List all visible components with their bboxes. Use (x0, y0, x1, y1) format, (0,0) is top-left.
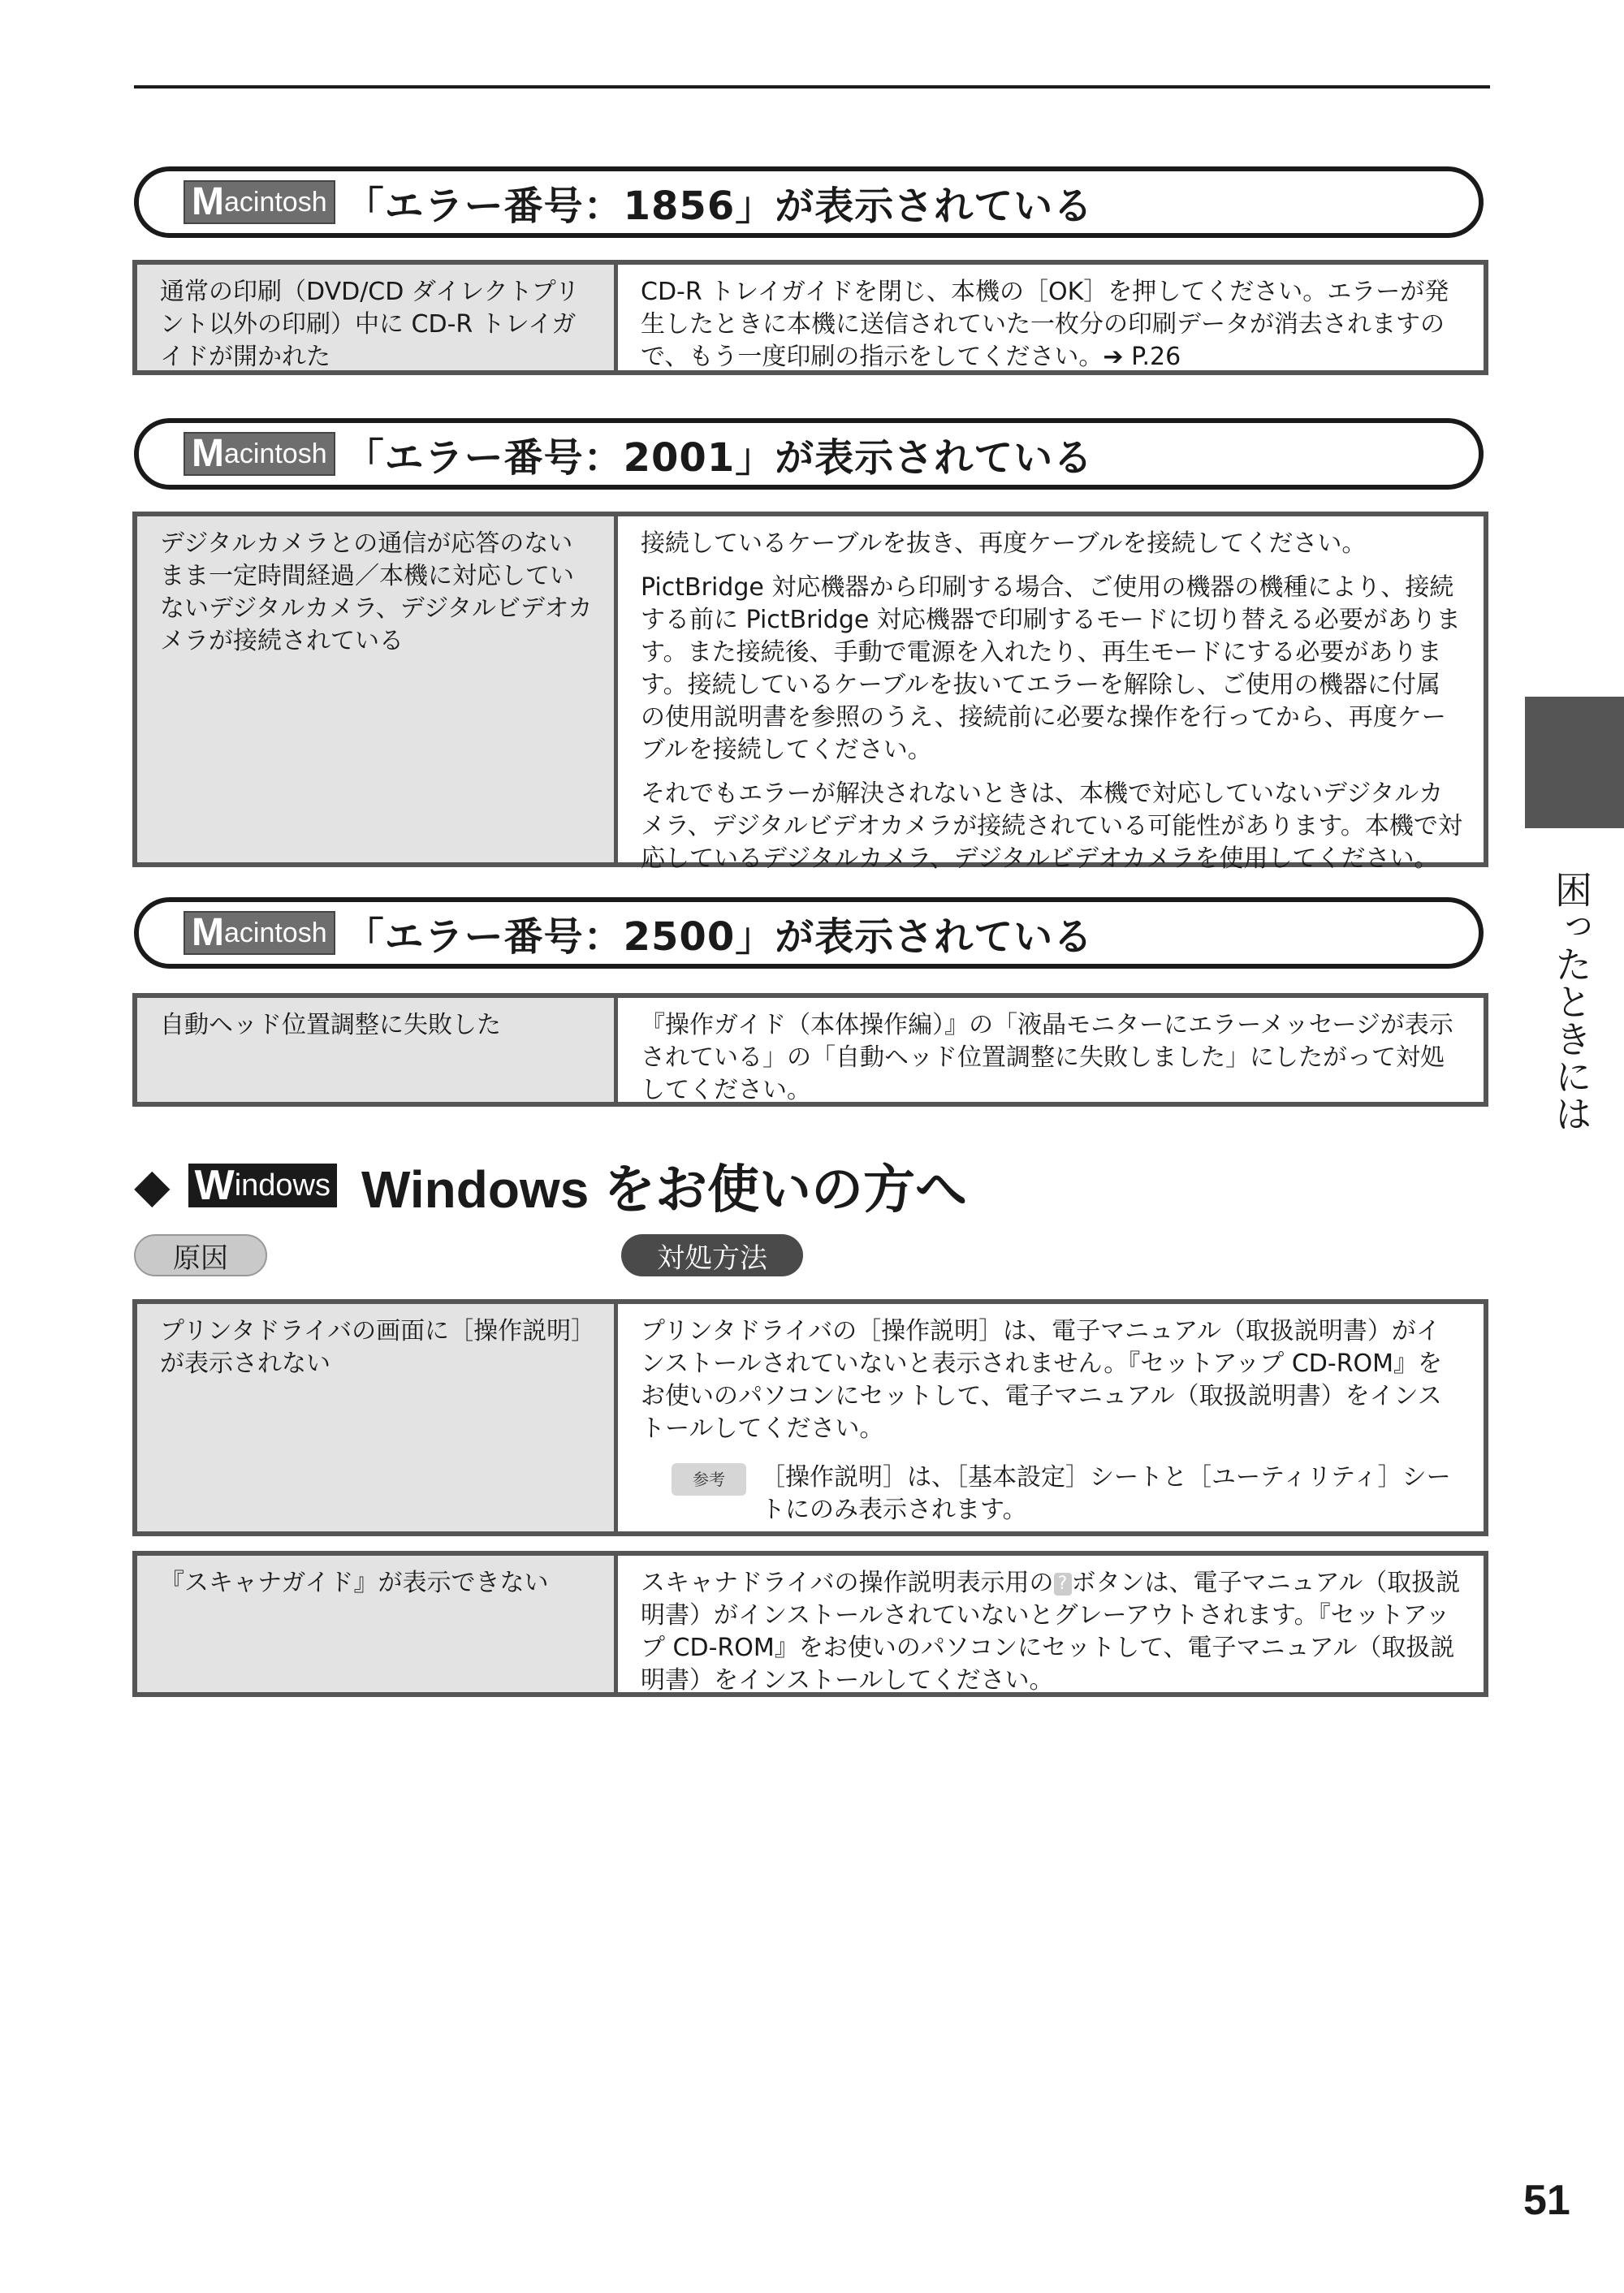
page-number: 51 (1523, 2177, 1570, 2224)
remedy-column-label: 対処方法 (621, 1234, 803, 1276)
remedy-paragraph: それでもエラーが解決されないときは、本機で対応していないデジタルカメラ、デジタルビデオカメラが接続されている可能性があります。本機で対応しているデジタルカメラ、デジタルビデオカメラを使用してください。 (641, 779, 1462, 873)
macintosh-logo-icon: M acintosh (184, 180, 335, 224)
heading-text: 「エラー番号：2500」が表示されている (344, 913, 1094, 960)
diamond-bullet-icon: ◆ (134, 1158, 171, 1213)
chapter-label: 困ったときには (1549, 870, 1593, 1132)
remedy-paragraph: PictBridge 対応機器から印刷する場合、ご使用の機器の機種により、接続する前に PictBridge 対応機器で印刷するモードに切り替える必要があります。また接続後、手動で電源を入れたり、再生モードにする必要があります。接続しているケーブルを抜いてエラーを解除し、ご使用の機器に付属の使用説明書を参照のうえ、接続前に必要な操作を行ってから、再度ケーブルを接続してください。 (641, 573, 1461, 764)
error-2500-heading (134, 897, 1484, 969)
error-2001-table (132, 512, 1488, 873)
reference-note-text: ［操作説明］は、［基本設定］シートと［ユーティリティ］シートにのみ表示されます。 (761, 1463, 1451, 1524)
heading-text: 「エラー番号：1856」が表示されている (344, 183, 1094, 229)
error-1856-table (132, 260, 1488, 375)
cause-cell: 自動ヘッド位置調整に失敗した (137, 998, 618, 1102)
remedy-paragraph: スキャナドライバの操作説明表示用の ? ボタンは、電子マニュアル（取扱説明書）がインストールされていないとグレーアウトされます。『セットアップ CD-ROM』をお使いのパソコンにセットして、電子マニュアル（取扱説明書）をインストールしてください。 (641, 1569, 1461, 1695)
chapter-tab (1525, 697, 1624, 828)
scanner-guide-table (132, 1551, 1488, 1697)
reference-icon: 参考 (672, 1463, 746, 1496)
windows-logo-icon: W indows (188, 1164, 337, 1207)
help-question-icon: ? (1054, 1573, 1072, 1596)
windows-section-title: Windows をお使いの方へ (361, 1160, 968, 1219)
remedy-paragraph: 接続しているケーブルを抜き、再度ケーブルを接続してください。 (641, 529, 1367, 558)
remedy-cell (618, 1304, 1484, 1531)
macintosh-logo-icon: M acintosh (184, 432, 335, 476)
remedy-cell (618, 1556, 1484, 1695)
windows-section-heading (134, 1145, 967, 1226)
remedy-paragraph: CD-R トレイガイドを閉じ、本機の［OK］を押してください。エラーが発生したときに本機に送信されていた一枚分の印刷データが消去されますので、もう一度印刷の指示をしてください。➔ P.26 (641, 278, 1449, 371)
cause-column-label: 原因 (134, 1234, 267, 1276)
macintosh-logo-icon: M acintosh (184, 911, 335, 955)
printer-driver-table (132, 1299, 1488, 1536)
reference-note (641, 1462, 1464, 1527)
remedy-paragraph: 『操作ガイド（本体操作編）』の「液晶モニターにエラーメッセージが表示されている」の「自動ヘッド位置調整に失敗しました」にしたがって対処してください。 (641, 1011, 1453, 1104)
remedy-paragraph: プリンタドライバの［操作説明］は、電子マニュアル（取扱説明書）がインストールされていないと表示されません。『セットアップ CD-ROM』をお使いのパソコンにセットして、電子マニュアル（取扱説明書）をインストールしてください。 (641, 1317, 1443, 1443)
heading-text: 「エラー番号：2001」が表示されている (344, 434, 1094, 481)
remedy-cell (618, 265, 1484, 370)
cause-cell: 通常の印刷（DVD/CD ダイレクトプリント以外の印刷）中に CD-R トレイガイドが開かれた (137, 265, 618, 370)
top-rule (134, 85, 1490, 89)
error-2001-heading (134, 418, 1484, 490)
error-2500-table (132, 993, 1488, 1107)
cause-cell: プリンタドライバの画面に［操作説明］が表示されない (137, 1304, 618, 1531)
error-1856-heading (134, 166, 1484, 238)
remedy-cell (618, 516, 1484, 873)
remedy-cell (618, 998, 1484, 1102)
cause-cell: デジタルカメラとの通信が応答のないまま一定時間経過／本機に対応していないデジタルカメラ、デジタルビデオカメラが接続されている (137, 516, 618, 862)
cause-cell: 『スキャナガイド』が表示できない (137, 1556, 618, 1692)
